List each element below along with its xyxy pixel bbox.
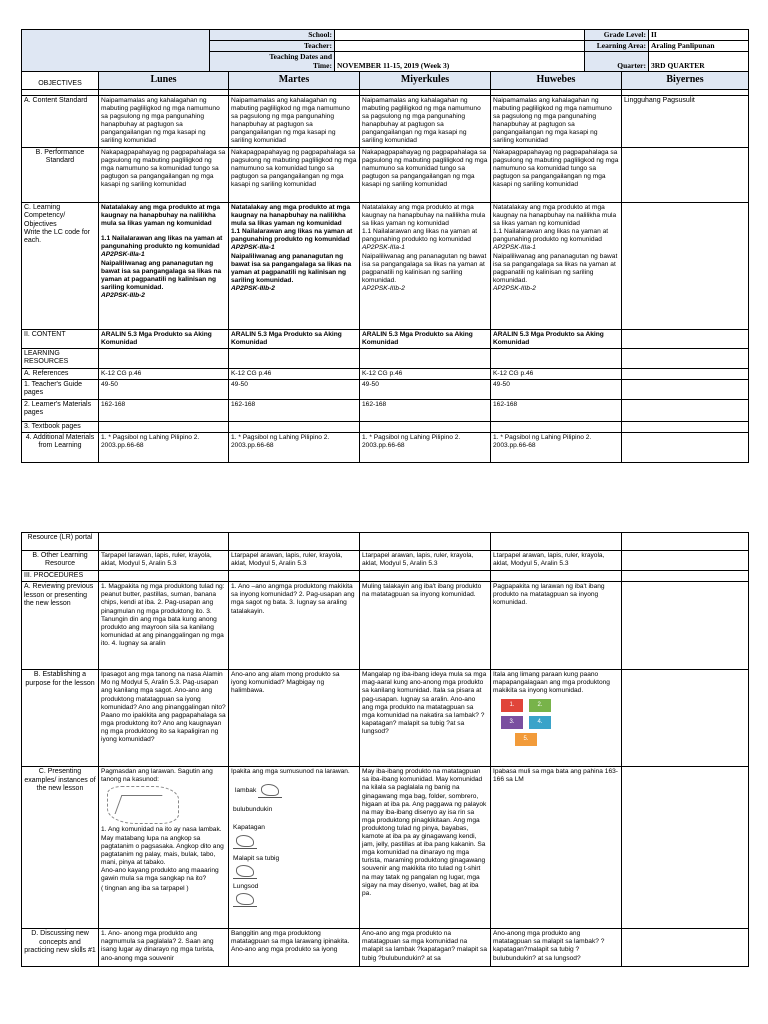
competency-miyerkules-explain: Naipaliliwanag ang pananagutan ng bawat isa sa pangangalaga sa likas na yaman at pagpanatili ng kalinisan ng sariling komunidad. xyxy=(362,252,487,284)
landform-item-bulubundukin xyxy=(233,806,357,814)
competency-lunes-code1: AP2PSK-IIIa-1 xyxy=(101,251,145,259)
school-label: School: xyxy=(210,30,335,41)
teaching-dates-label-line1: Teaching Dates and xyxy=(269,52,332,62)
procedures-label: III. PROCEDURES xyxy=(22,571,99,582)
discussing-lunes: 1. Ano- anong mga produkto ang nagmumula sa paglalala? 2. Saan ang isang lugar ay dinarayo ng mga turista, ano-anong mga souvenir xyxy=(99,929,229,967)
landform-label: Kapatagan xyxy=(233,824,265,832)
day-header-martes: Martes xyxy=(229,72,360,90)
establishing-miyerkules: Mangalap ng iba-ibang ideya mula sa mga mag-aaral kung ano-anong mga produkto sa kanilang komunidad. Itala sa pisara at pag-usapan. Iugnay sa aralin. Ano-ano ang mga produkto na matatagpuan sa mga komunidad na nakatira sa lambak? ?kapatagan? malapit sa tubig ?at sa lungsod? xyxy=(360,670,491,767)
day-header-lunes: Lunes xyxy=(99,72,229,90)
landform-item-lungsod xyxy=(233,883,357,907)
performance-standard-huwebes: Nakapagpapahayag ng pagpapahalaga sa pagsulong ng mabuting pagliligkod ng mga namumuno sa komunidad tungo sa pagtugon sa pangangailangan ng mga kasapi ng sariling komunidad xyxy=(491,148,622,203)
biyernes-weekly-test: Lingguhang Pagsusulit xyxy=(622,96,749,148)
references-martes: K-12 CG p.46 xyxy=(229,368,360,379)
competency-huwebes-code2: AP2PSK-IIIb-2 xyxy=(493,284,536,292)
competency-martes-main: Natatalakay ang mga produkto at mga kaugnay na hanapbuhay na nalilikha mula sa likas yaman ng komunidad xyxy=(231,204,351,228)
competency-miyerkules xyxy=(360,203,491,330)
quarter-label: Quarter: xyxy=(585,52,649,72)
presenting-lunes-q3: ( tingnan ang iba sa tarpapel ) xyxy=(101,885,189,893)
additional-miyerkules: 1. * Pagsibol ng Lahing Pilipino 2. 2003.pp.66-68 xyxy=(360,432,491,462)
other-resource-lunes: Tarpapel larawan, lapis, ruler, krayola, aklat, Modyul 5, Aralin 5.3 xyxy=(99,551,229,571)
presenting-label: C. Presenting examples/ instances of the new lesson xyxy=(22,767,99,929)
grade-level-label: Grade Level: xyxy=(585,30,649,41)
performance-standard-label: B. Performance Standard xyxy=(22,148,99,203)
competency-martes-explain: Naipaliliwanag ang pananagutan ng bawat isa sa pangangalaga sa likas na yaman at pagpanatili ng kalinisan ng sariling komunidad. xyxy=(231,252,352,284)
presenting-martes-intro: Ipakita ang mga sumusunod na larawan. xyxy=(231,768,350,776)
landform-label: bulubundukin xyxy=(233,806,273,814)
references-miyerkules: K-12 CG p.46 xyxy=(360,368,491,379)
numbered-color-boxes xyxy=(493,699,619,753)
competency-miyerkules-main: Natatalakay ang mga produkto at mga kaugnay na hanapbuhay na nalilikha mula sa likas yaman ng komunidad xyxy=(362,204,486,228)
landform-item-lambak xyxy=(235,782,357,798)
competency-huwebes-sub: 1.1 Nailalarawan ang likas na yaman at pangunahing produkto ng komunidad xyxy=(493,228,609,244)
learners-materials-lunes: 162-168 xyxy=(99,399,229,421)
discussing-huwebes: Ano-anong mga produkto ang matatagpuan sa malapit sa lambak? ? kapatagan?malapit sa tubig ? bulubundukin? at sa lungsod? xyxy=(491,929,622,967)
presenting-miyerkules: May iba-ibang produkto na matatagpuan sa iba-ibang komunidad. May komunidad na kilala sa paglalala ng banig na ginagawang mga bag, folder, sombrero, higaan at iba pa. Ang paggawa ng palayok na may iba-ibang disenyo ay isa rin sa mga produktong pinagkikitaan. Ang mga produktong tulad ng pinya, bayabas, kamote at iba pa ay ginagawang kendi, jam, jelly, pastillas at iba pang kakanin. Sa mga komunidad na dinarayo ng mga turista, maraming produktong ginagawang souvenir ang makikita rito tulad ng t-shirt na may tatak ng pangalan ng lugar, mga sigay na may disenyo, wallet, bag at iba pa. xyxy=(360,767,491,929)
lambak-drawing xyxy=(107,786,179,824)
reviewing-huwebes: Pagpapakita ng larawan ng iba't ibang produkto na matatagpuan sa inyong komunidad. xyxy=(491,582,622,670)
landform-label: Malapit sa tubig xyxy=(233,854,280,862)
resource-portal-label: Resource (LR) portal xyxy=(22,533,99,551)
presenting-huwebes: Ipabasa muli sa mga bata ang pahina 163-166 sa LM xyxy=(491,767,622,929)
content-label: II. CONTENT xyxy=(22,330,99,349)
content-lunes: ARALIN 5.3 Mga Produkto sa Aking Komunidad xyxy=(99,330,229,349)
day-header-huwebes: Huwebes xyxy=(491,72,622,90)
teachers-guide-miyerkules: 49-50 xyxy=(360,380,491,400)
content-standard-label: A. Content Standard xyxy=(22,96,99,148)
reviewing-label: A. Reviewing previous lesson or presenting the new lesson xyxy=(22,582,99,670)
competency-martes-code2: AP2PSK-IIIb-2 xyxy=(231,284,275,292)
color-box-3: 3. xyxy=(501,716,523,729)
school-value xyxy=(335,30,585,41)
color-box-4: 4. xyxy=(529,716,551,729)
establishing-huwebes-text: Itala ang limang paraan kung paano mapapangalagaan ang mga produktong makikita sa inyong komunidad. xyxy=(493,671,610,695)
competency-miyerkules-code1: AP2PSK-IIIa-1 xyxy=(362,244,405,252)
objectives-heading: OBJECTIVES xyxy=(22,72,99,90)
additional-huwebes: 1. * Pagsibol ng Lahing Pilipino 2. 2003.pp.66-68 xyxy=(491,432,622,462)
learning-area-label: Learning Area: xyxy=(585,41,649,52)
competency-miyerkules-code2: AP2PSK-IIIb-2 xyxy=(362,284,405,292)
discussing-miyerkules: Ano-ano ang mga produkto na matatagpuan sa mga komunidad na malapit sa lambak ?kapatagan? malapit sa tubig ?bulubundukin? at sa xyxy=(360,929,491,967)
teacher-value xyxy=(335,41,585,52)
learners-materials-huwebes: 162-168 xyxy=(491,399,622,421)
learners-materials-label: 2. Learner's Materials pages xyxy=(22,399,99,421)
teacher-label: Teacher: xyxy=(210,41,335,52)
competency-lunes-code2: AP2PSK-IIIb-2 xyxy=(101,291,145,299)
presenting-lunes-q1: 1. Ang komunidad na ito ay nasa lambak. May matabang lupa na angkop sa pagtatanim o pagsasaka. Angkop dito ang pagtatanim ng palay, mais, bulak, tabo, mani, pinya at tabako. xyxy=(101,826,224,866)
landform-item-kapatagan xyxy=(233,824,357,848)
presenting-lunes-intro: Pagmasdan ang larawan. Sagutin ang tanong na kasunod: xyxy=(101,768,213,784)
content-standard-lunes: Naipamamalas ang kahalagahan ng mabuting pagliligkod ng mga namumuno sa pagsulong ng mga pangunahing hanapbuhay at pagtugon sa pangangailangan ng mga kasapi ng sariling komunidad xyxy=(99,96,229,148)
additional-lunes: 1. * Pagsibol ng Lahing Pilipino 2. 2003.pp.66-68 xyxy=(99,432,229,462)
presenting-martes xyxy=(229,767,360,929)
presenting-lunes xyxy=(99,767,229,929)
landform-label: Lungsod xyxy=(233,882,259,890)
additional-martes: 1. * Pagsibol ng Lahing Pilipino 2. 2003.pp.66-68 xyxy=(229,432,360,462)
establishing-martes: Ano-ano ang alam mong produkto sa iyong komunidad? Magbigay ng halimbawa. xyxy=(229,670,360,767)
content-martes: ARALIN 5.3 Mga Produkto sa Aking Komunidad xyxy=(229,330,360,349)
competency-huwebes-explain: Naipaliliwanag ang pananagutan ng bawat isa sa pangangalaga sa likas na yaman at pagpanatili ng kalinisan ng sariling komunidad. xyxy=(493,252,618,284)
learning-area-value: Araling Panlipunan xyxy=(649,41,749,52)
discussing-martes: Banggitin ang mga produktong matatagpuan sa mga larawang ipinakita. Ano-ano ang mga produkto sa iyong xyxy=(229,929,360,967)
competency-huwebes-main: Natatalakay ang mga produkto at mga kaugnay na hanapbuhay na nalilikha mula sa likas yaman ng komunidad xyxy=(493,204,617,228)
lesson-log-table-page2 xyxy=(21,532,749,967)
reviewing-martes: 1. Ano –ano angmga produktong makikita sa inyong komunidad? 2. Pag-usapan ang mga sagot ng bata. 3. Iugnay sa araling tatalakayin. xyxy=(229,582,360,670)
quarter-value: 3RD QUARTER xyxy=(649,52,749,72)
day-header-miyerkules: Miyerkules xyxy=(360,72,491,90)
competency-martes-sub: 1.1 Nailalarawan ang likas na yaman at pangunahing produkto ng komunidad xyxy=(231,228,353,244)
content-standard-huwebes: Naipamamalas ang kahalagahan ng mabuting pagliligkod ng mga namumuno sa pagsulong ng mga pangunahing hanapbuhay at pagtugon sa pangangailangan ng mga kasapi ng sariling komunidad xyxy=(491,96,622,148)
competency-miyerkules-sub: 1.1 Nailalarawan ang likas na yaman at pangunahing produkto ng komunidad xyxy=(362,228,478,244)
establishing-huwebes xyxy=(491,670,622,767)
teachers-guide-lunes: 49-50 xyxy=(99,380,229,400)
content-huwebes: ARALIN 5.3 Mga Produkto sa Aking Komunidad xyxy=(491,330,622,349)
header-table xyxy=(21,29,749,72)
kapatagan-picture-icon xyxy=(233,833,257,849)
competency-lunes-sub: 1.1 Nailalarawan ang likas na yaman at pangunahing produkto ng komunidad xyxy=(101,235,223,251)
additional-materials-label: 4. Additional Materials from Learning xyxy=(22,432,99,462)
establishing-lunes: Ipasagot ang mga tanong na nasa Alamin Mo ng Modyul 5, Aralin 5.3. Pag-usapan ang kanilang mga sagot. Ano-ano ang produktong matatagpuan sa iyong komunidad? Ano ang pinanggalingan nito? Paano mo ipakikita ang pagpapahalaga sa mga produktong ito? Ano ang kaugnayan ng mga produktong ito sa kapaligiran ng iyong komunidad? xyxy=(99,670,229,767)
grade-level-value: II xyxy=(649,30,749,41)
competency-lunes-explain: Naipaliliwanag ang pananagutan ng bawat isa sa pangangalaga sa likas na yaman at pagpanatili ng kalinisan ng sariling komunidad. xyxy=(101,259,222,291)
competency-label-cell xyxy=(22,203,99,330)
learners-materials-martes: 162-168 xyxy=(229,399,360,421)
landform-item-tubig xyxy=(233,855,357,879)
landform-label: lambak xyxy=(235,787,257,795)
competency-lunes-main: Natatalakay ang mga produkto at mga kaugnay na hanapbuhay na nalilikha mula sa likas yaman ng komunidad xyxy=(101,204,221,228)
establishing-label: B. Establishing a purpose for the lesson xyxy=(22,670,99,767)
day-header-biyernes: Biyernes xyxy=(622,72,749,90)
performance-standard-martes: Nakapagpapahayag ng pagpapahalaga sa pagsulong ng mabuting pagliligkod ng mga namumuno sa komunidad tungo sa pagtugon sa pangangailangan ng mga kasapi ng sariling komunidad xyxy=(229,148,360,203)
teaching-dates-value: NOVEMBER 11-15, 2019 (Week 3) xyxy=(335,52,585,72)
other-resource-huwebes: Ltarpapel arawan, lapis, ruler, krayola, aklat, Modyul 5, Aralin 5.3 xyxy=(491,551,622,571)
performance-standard-lunes: Nakapagpapahayag ng pagpapahalaga sa pagsulong ng mabuting pagliligkod ng mga namumuno sa komunidad tungo sa pagtugon sa pangangailangan ng mga kasapi ng sariling komunidad xyxy=(99,148,229,203)
presenting-lunes-q2: Ano-ano kayang produkto ang maaaring gawin mula sa mga sangkap na ito? xyxy=(101,866,219,883)
competency-huwebes-code1: AP2PSK-IIIa-1 xyxy=(493,244,536,252)
content-standard-martes: Naipamamalas ang kahalagahan ng mabuting pagliligkod ng mga namumuno sa pagsulong ng mga pangunahing hanapbuhay at pagtugon sa pangangailangan ng mga kasapi ng sariling komunidad xyxy=(229,96,360,148)
color-box-1: 1. xyxy=(501,699,523,712)
reviewing-miyerkules: Muling talakayin ang iba't ibang produkto na matatagpuan sa inyong komunidad. xyxy=(360,582,491,670)
teaching-dates-label-line2: Time: xyxy=(312,60,332,70)
competency-martes xyxy=(229,203,360,330)
other-resource-label: B. Other Learning Resource xyxy=(22,551,99,571)
reviewing-lunes: 1. Magpakita ng mga produktong tulad ng: peanut butter, pastillas, suman, banana chips, kendi at iba. 2. Pag-usapan ang pinagmulan ng mga produktong ito. 3. Tanungin din ang mga bata kung anong produkto ang mayroon sila sa kanilang komunidad at ang pinanggalingan ng mga ito. 4. Iugnay sa aralin xyxy=(99,582,229,670)
textbook-label: 3. Textbook pages xyxy=(22,421,99,432)
references-label: A. References xyxy=(22,368,99,379)
performance-standard-miyerkules: Nakapagpapahayag ng pagpapahalaga sa pagsulong ng mabuting pagliligkod ng mga namumuno sa komunidad tungo sa pagtugon sa pangangailangan ng mga kasapi ng sariling komunidad xyxy=(360,148,491,203)
competency-label: C. Learning Competency/ Objectives xyxy=(24,204,66,228)
tubig-picture-icon xyxy=(233,863,257,879)
competency-note: Write the LC code for each. xyxy=(24,228,91,245)
teaching-dates-label xyxy=(210,52,335,72)
competency-lunes xyxy=(99,203,229,330)
references-lunes: K-12 CG p.46 xyxy=(99,368,229,379)
teachers-guide-martes: 49-50 xyxy=(229,380,360,400)
references-huwebes: K-12 CG p.46 xyxy=(491,368,622,379)
lungsod-picture-icon xyxy=(233,891,257,907)
teachers-guide-label: 1. Teacher's Guide pages xyxy=(22,380,99,400)
competency-martes-code1: AP2PSK-IIIa-1 xyxy=(231,244,275,252)
lambak-picture-icon xyxy=(258,782,282,798)
discussing-label: D. Discussing new concepts and practicing new skills #1 xyxy=(22,929,99,967)
teachers-guide-huwebes: 49-50 xyxy=(491,380,622,400)
other-resource-miyerkules: Ltarpapel arawan, lapis, ruler, krayola, aklat, Modyul 5, Aralin 5.3 xyxy=(360,551,491,571)
learning-resources-label: LEARNING RESOURCES xyxy=(22,349,99,369)
color-box-5: 5. xyxy=(515,733,537,746)
competency-huwebes xyxy=(491,203,622,330)
learners-materials-miyerkules: 162-168 xyxy=(360,399,491,421)
other-resource-martes: Ltarpapel arawan, lapis, ruler, krayola, aklat, Modyul 5, Aralin 5.3 xyxy=(229,551,360,571)
content-standard-miyerkules: Naipamamalas ang kahalagahan ng mabuting pagliligkod ng mga namumuno sa pagsulong ng mga pangunahing hanapbuhay at pagtugon sa pangangailangan ng mga kasapi ng sariling komunidad xyxy=(360,96,491,148)
content-miyerkules: ARALIN 5.3 Mga Produkto sa Aking Komunidad xyxy=(360,330,491,349)
color-box-2: 2. xyxy=(529,699,551,712)
lesson-log-table-page1 xyxy=(21,71,749,463)
